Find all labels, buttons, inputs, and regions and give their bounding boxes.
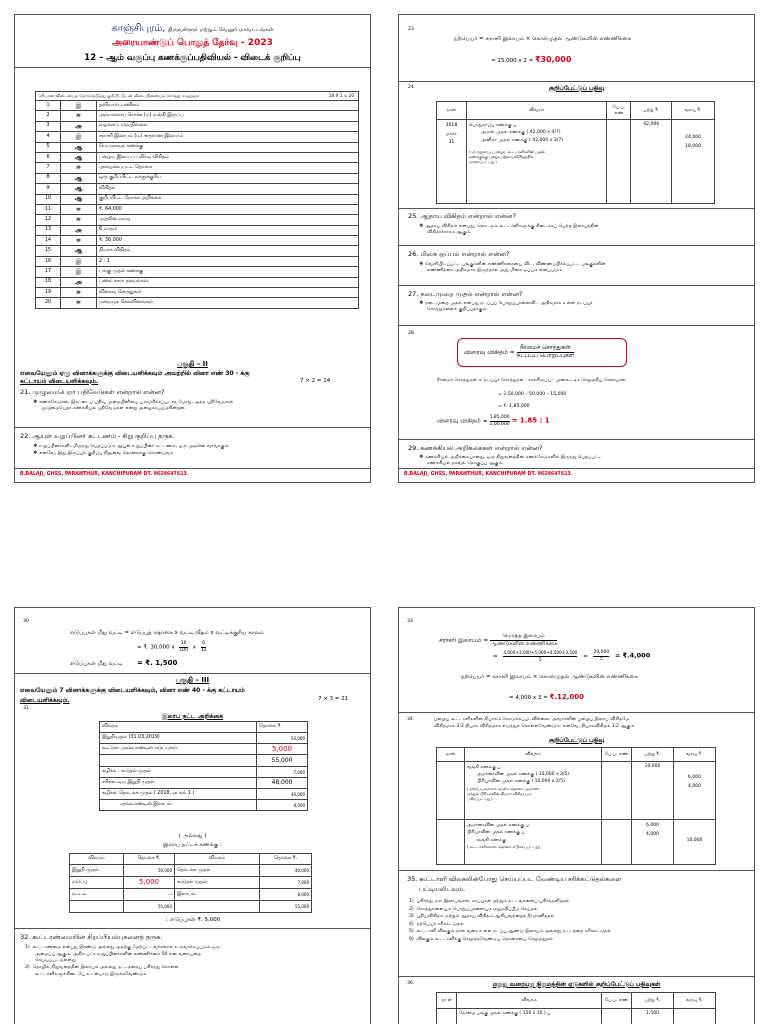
q28-formula: விரைவு விகிதம் = $\frac{\text{நீர்மைச் சொத்துகள்}}{\text{நடப்புப் பொறுப்புகள்}}$ — [464, 345, 574, 360]
q29-answer: ❖ கணக்கியல் அறிக்கையானது, ஒரு நிறுவனத்தின் கணக்கேடுகளில் இருந்து பெறப்பட்ட கணக்கியல் தகவல் தொகுப்பு ஆகும். — [419, 454, 602, 466]
q30-result: = ₹. 1,500 — [137, 659, 178, 667]
answer-row: 5 ஆ பெயரளவுக் கணக்கு — [36, 142, 359, 152]
q28-result: விரைவு விகிதம் = $\frac{1,85,000}{1,00,000}$ = 1.85 : 1 — [437, 415, 550, 427]
answer-row: 9 ஆ விகிதம் — [36, 184, 359, 194]
answer-key-page-1 — [14, 14, 371, 483]
q34-journal-table: நாள் விவரம் பே.ப. எண் பற்று ₹. வரவு ₹. வங்கி கணக்கு ப அமர்னாவின் முதல் கணக்கு ( 10,000 x 3/5) பிரியாவின் முதல் கணக்கு ( 10,000 x 2/5) ( நற்பெயருக்காக பெற்ற தொகை அமர்னா மற்றும் பிரியாவின் தியாக விகிதப்படி பகிரப்பட்டது ) 10,000 6,000 4,000 அமர்னாவின் முதல் கணக்கு ப பிரியாவின் முதல் கணக்கு ப வங்கி கணக்கு ( கூட்டாளிகளால் தொகை எடுக்கப்பட்டது) 6,000 4,000 10,000 — [436, 747, 716, 865]
table-row: எடுப்பு 5,000 கூடுதல் முதல் 7,000 — [70, 877, 312, 889]
q33-goodwill-formula: நற்பெயர் = சராசரி இலாபம் × கொள்முதல் ஆண்டுகளின் எண்ணிக்கை — [461, 674, 639, 680]
part2-title: பகுதி – II — [177, 360, 208, 368]
answer-row: 14 ஈ ₹. 30,000 — [36, 236, 359, 246]
answer-key-page-3: 30 எடுப்புகள் மீது வட்டி = எடுப்புத் தொகை x வட்டி வீதம் x வட்டிக்குரிய காலம் = ₹. 30,000 x $\frac{10}{100}$ x $\frac{6}{12}$ எடுப்புகள் மீது வட்டி = ₹. 1,500 பகுதி – III எவையேனும் 7 வினாக்களுக்கு விடையளிக்கவும், வினா எண் 40 - க்கு கட்டாயம் விடையளிக்கவும். 7 × 3 = 21 31. இலாப நட்ட அறிக்கை விவரம் தொகை ₹. இறுதிமுதல் (31.03.2019) 50,000 கூட்டுக: அவ்வாண்டின் எடுப்புகள் 5,000 55,000 கழிக்க : கூடுதல் முதல் 7,000 சரிக்கட்டிய இறுதி முதல் 48,000 கழிக்க: தொடக்க முதல் ( 2018, ஏப்ரல் 1 ) 40,000 அவ்வாண்டின் இலாபம் 8,000 ( அல்லது ) இலாப நட்டக் கணக்கு : விவரம் தொகை ₹. விவரம் தொகை ₹. இறுதி முதல் 50,000 தொடக்க முதல் 40,000 எடுப்பு 5,000 கூடுதல் முதல் 7,000 நட்டம் --- இலாபம் 8,000 55,000 55,000 ∴ எடுப்புகள் ₹. 5,000 32. கூட்டாண்மையின் சிறப்பியல்புகளைத் தருக. 1) கூட்டாண்மை என்பது இரண்டு அல்லது அதற்கு மேற்பட்டவர்களால் உருவாக்கப்படும் ஒரு அமைப்பு ஆகும். அதிக பட்ச உறுப்பினர்களின் எண்ணிக்கை 50 என வரையறை செய்யப்பட்டுள்ளது. 2) தொழில் நிறுவனத்தின் இலாபம் அல்லது நட்டத்தைப் பகிர்ந்து கொள்ள கூட்டாளிகளுக்கிடையே உடன்பாடு இருக்கவேண்டும். — [14, 607, 371, 1024]
answer-row: 6 ஆ பழைய இலாபப் பகிர்வு விகிதம் — [36, 152, 359, 162]
q26-answer: ❖ வெளியிடப்பட்ட பங்குகளின் எண்ணிக்கையை விட, விண்ணப்பிக்கப்பட்ட பங்குகளின் எண்ணிக்கை அதிகமாக இருந்தால் அது மிகை ஒப்பம் எனப்படும் — [419, 261, 606, 273]
part3-marks: 7 × 3 = 21 — [318, 696, 349, 702]
table-row: கூட்டுக: அவ்வாண்டின் எடுப்புகள் 5,000 — [100, 744, 308, 755]
subject-title: 12 – ஆம் வகுப்பு கணக்குப்பதிவியல் - விடைக் குறிப்பு — [84, 53, 301, 63]
q32-answer: 1) கூட்டாண்மை என்பது இரண்டு அல்லது அதற்கு மேற்பட்டவர்களால் உருவாக்கப்படும் ஒரு அமைப்பு ஆகும். அதிக பட்ச உறுப்பினர்களின் எண்ணிக்கை 50 என வரையறை செய்யப்பட்டுள்ளது. 2) தொழில் நிறுவனத்தின் இலாபம் அல்லது நட்டத்தைப் பகிர்ந்து கொள்ள கூட்டாளிகளுக்கிடையே உடன்பாடு இருக்கவேண்டும். — [25, 945, 221, 977]
list-item: 3) புதியவிகிதம் மற்றும் ஆதாய விகிதம் ஆகியவற்றைத் தீர்மானித்தல் — [409, 914, 555, 920]
q22-question: 22. ஆயுள் உறுப்பினர் கட்டணம் - சிறு குறிப்பு தருக. — [20, 432, 175, 440]
q33-calc: = $\frac{4,000+3,000+5,000+4,500+3,500}{5}$ = $\frac{20,000}{5}$ = ₹.4,000 — [493, 650, 651, 662]
q23-calc: = 15,000 x 2 = ₹30,000 — [491, 55, 572, 64]
or-label: ( அல்லது ) — [178, 833, 207, 839]
q29-question: 29. கணக்கியல் அறிக்கைகள் என்றால் என்ன? — [408, 444, 543, 452]
answer-row: 2 ஈ அந்நாளைய ரொக்க (ம) வங்கி இருப்பு — [36, 111, 359, 121]
q31-alt-title: இலாப நட்டக் கணக்கு : — [163, 842, 222, 848]
q30-formula: எடுப்புகள் மீது வட்டி = எடுப்புத் தொகை x வட்டி வீதம் x வட்டிக்குரிய காலம் — [70, 630, 264, 636]
answer-row: 15 ஆ தியாக விகிதம் — [36, 246, 359, 256]
q33-goodwill-calc: = 4,000 x 3 = ₹.12,000 — [509, 693, 585, 701]
answer-key-page-2: 23. நற்பெயர் = சராசரி இலாபம் × கொள்முதல் ஆண்டுகளின் எண்ணிக்கை = 15,000 x 2 = ₹30,000 24. குறிப்பேட்டுப் பதிவு நாள் விவரம் பே.ப. எண் பற்று ₹. வரவு ₹. 2018 மார்ச் 31 பொதுகாப்பு கணக்கு ப அருள் முதல் கணக்கு ( 42,000 x 4/7) அனிதா முதல் கணக்கு ( 42,000 x 3/7) ( பொதுகாப்பு பழைய கூட்டாளிகளின் முதல் கணக்குக்கு பழைய இலாபவிகிதத்தில் மாற்றப்பட்டது ) 42,000 24,000 18,000 25. ஆதாய விகிதம் என்றால் என்ன? ❖ ஆதாய விகிதம் என்பது, தொடரும் கூட்டாளிகளுக்கு கிடைக்கப் பெற்ற இலாபத்தின் விகிதாச்சாரம் ஆகும். 26. மிகை ஒப்பம் என்றால் என்ன? ❖ வெளியிடப்பட்ட பங்குகளின் எண்ணிக்கையை விட, விண்ணப்பிக்கப்பட்ட பங்குகளின் எண்ணிக்கை அதிகமாக இருந்தால் அது மிகை ஒப்பம் எனப்படும் 27. நடைமுறை முதல் என்றால் என்ன? ❖ நடைமுறை முதல் என்பது நடப்புப் பொறுப்புகளைவிட அதிகமாக உள்ள நடப்புச் சொத்துகளைக் குறிப்பதாகும். 28. விரைவு விகிதம் = $\frac{\text{நீர்மைச் சொத்துகள்}}{\text{நடப்புப் பொறுப்புகள்}}$ நீர்மைச் சொத்துகள் = நடப்புச் சொத்துகள் - சரக்கிருப்பு - முன்கூட்டிச் செலுத்திய செலவுகள் = 2,50,000 – 50,000 – 15,000 = ₹. 1,85,000 விரைவு விகிதம் = $\frac{1,85,000}{1,00,000}$ = 1.85 : 1 29. கணக்கியல் அறிக்கைகள் என்றால் என்ன? ❖ கணக்கியல் அறிக்கையானது, ஒரு நிறுவனத்தின் கணக்கேடுகளில் இருந்து பெறப்பட்ட கணக்கியல் தகவல் தொகுப்பு ஆகும். B.BALAJI, GHSS, PARANTHUR, KANCHIPURAM DT. 9629647613 — [398, 14, 755, 483]
answer-row: 12 ஈ முதலின வரவு — [36, 215, 359, 225]
answer-row: 19 ஈ விரைவு சொத்துகள் — [36, 288, 359, 298]
profit-statement-table: விவரம் தொகை ₹. இறுதிமுதல் (31.03.2019) 50,000 கூட்டுக: அவ்வாண்டின் எடுப்புகள் 5,000 55,000 கழிக்க : கூடுதல் முதல் 7,000 சரிக்கட்டிய இறுதி முதல் 48,000 கழிக்க: தொடக்க முதல் ( 2018, ஏப்ரல் 1 ) 40,000 அவ்வாண்டின் இலாபம் 8,000 — [99, 721, 308, 811]
answer-row: 8 ஆ ஒரு குறிப்பிட்ட நாளுக்குரிய — [36, 173, 359, 183]
answer-row: 4 இ சராசரி இலாபம் (ம) சாதாரண இலாபம் — [36, 132, 359, 142]
part2-marks: 7 × 2 = 14 — [300, 378, 331, 384]
table-row: அவ்வாண்டின் இலாபம் 8,000 — [100, 800, 308, 811]
q31-title: இலாப நட்ட அறிக்கை — [161, 713, 224, 720]
q32-question: 32. கூட்டாண்மையின் சிறப்பியல்புகளைத் தருக. — [20, 933, 163, 941]
table-row: இறுதிமுதல் (31.03.2019) 50,000 — [100, 733, 308, 744]
q35-question: 35. கூட்டாளி விலகலின்போது செய்யப்பட வேண்டிய சரிக்கட்டுதல்களை பட்டியலிடவும். — [407, 875, 622, 894]
exam-title: அரையாண்டுப் பொதுத் தேர்வு - 2023 — [112, 38, 273, 48]
list-item: 1) பகிர்ந்து தரா இலாபங்கள், காப்புகள் மற்றும் நட்டங்களைப் பகிர்ந்தளித்தல் — [409, 899, 570, 904]
q34-text: பழைய கூட்டாளிகளின் தியாகம் கொடுக்கப்படவில்லை. அவர்களின் பழைய இலாப விகிதமே விகிதமாக 3:2 தியாக விகிதமாக எடுத்துக் கொள்ளவேண்டும். எனவே, தியாகவிகிதம் 3:2 ஆகும். — [434, 717, 636, 729]
answer-row: 18 அ பணம் சாரா தகவல்கள் — [36, 277, 359, 287]
answer-row: 16 இ 2 : 1 — [36, 256, 359, 266]
district-header: காஞ்சிபுரம், திருவள்ளூர் மற்றும் வேலூர் மாவட்டங்கள் — [111, 23, 274, 34]
footer: B.BALAJI, GHSS, PARANTHUR, KANCHIPURAM DT. 9629647613 — [20, 472, 187, 477]
part3-instructions: எவையேனும் 7 வினாக்களுக்கு விடையளிக்கவும், வினா எண் 40 - க்கு கட்டாயம் விடையளிக்கவும். — [20, 687, 245, 704]
q21-answer: ❖ கணக்கேடுகள், இரட்டைப் பதிவு முறையினியை பராமரிக்கப்படாத போது, அந்த பதிவேடுகள் முழுமைபெறா கணக்கியல் பதிவேடுகள் என்று அழைக்கப்படுகின்றன. — [33, 399, 233, 411]
q30-calc: = ₹. 30,000 x $\frac{10}{100}$ x $\frac{6}{12}$ — [137, 641, 207, 653]
table-row: நட்டம் --- இலாபம் 8,000 — [70, 889, 312, 901]
table-row: 55,000 55,000 — [70, 901, 312, 913]
list-item: 5) கூட்டாளி விலகும் நாள் வரை உள்ள நடப்பு ஆண்டு இலாபம் அல்லது நட்டத்தை சரிக்கட்டுதல் — [409, 929, 612, 935]
q21-question: 21. முழுமைபெறா பதிவேடுகள் என்றால் என்ன? — [20, 388, 165, 396]
q36-journal-table: நா ள் விவரம் பே.ப. எண் பற்று ₹. வரவு ₹. நேர்மை பங்கு முதல் கணக்கு ( 150 x 10 ) ப 1,500 — [436, 992, 716, 1024]
mcq-answer-table: சரியான விடையைத் தேர்ந்தெடுத்து குறியீட்டுடன் விடையினையும் சேர்த்து எழுதுதல் 20 X 1 = 20 1 இ தனியாள் வணிகம் 2 ஈ அந்நாளைய ரொக்க (ம) வங்கி இருப்பு 3 அ வழங்கப்படுவதில்லை 4 இ சராசரி இலாபம் (ம) சாதாரண இலாபம் 5 ஆ பெயரளவுக் கணக்கு 6 ஆ பழைய இலாபப் பகிர்வு விகிதம் 7 ஈ அழைக்கப்பட்ட தொகை 8 ஆ ஒரு குறிப்பிட்ட நாளுக்குரிய 9 ஆ விகிதம் 10 ஆ குறிப்பிட்ட நோக்க அறிக்கை 11 ஈ ₹. 64,000 12 ஈ முதலின வரவு 13 அ 6 மாதம் 14 ஈ ₹. 30,000 15 ஆ தியாக விகிதம் 16 இ 2 : 1 17 இ பங்கு முதல் கணக்கு 18 அ பணம் சாரா தகவல்கள் 19 ஈ விரைவு சொத்துகள் 20 ஈ மறைமுக செலவினங்கள் — [35, 91, 359, 309]
q36-title: மறுது வரையறு நிறுமத்தின் ஏடுகளில் குறிப்பேட்டுப் பதிவுகள் — [492, 981, 661, 988]
q35-answer-list — [409, 898, 611, 943]
list-item: 4) நற்பெயர் சரிக்கட்டுதல் — [409, 921, 464, 927]
q24-title: குறிப்பேட்டுப் பதிவு — [548, 85, 605, 92]
q31-note: ∴ எடுப்புகள் ₹. 5,000 — [164, 917, 221, 923]
answer-row: 20 ஈ மறைமுக செலவினங்கள் — [36, 298, 359, 308]
answer-row: 10 ஆ குறிப்பிட்ட நோக்க அறிக்கை — [36, 194, 359, 204]
answer-row: 1 இ தனியாள் வணிகம் — [36, 101, 359, 111]
table-row: 55,000 — [100, 755, 308, 767]
table-row: இறுதி முதல் 50,000 தொடக்க முதல் 40,000 — [70, 865, 312, 877]
q33-formula: சராசரி இலாபம் = $\frac{\text{மொத்த இலாபம்}}{\text{ஆண்டுகளின் எண்ணிக்கை}}$ — [439, 633, 558, 647]
table-row: சரிக்கட்டிய இறுதி முதல் 48,000 — [100, 778, 308, 789]
q27-answer: ❖ நடைமுறை முதல் என்பது நடப்புப் பொறுப்புகளைவிட அதிகமாக உள்ள நடப்புச் சொத்துகளைக் குறிப்பதாகும். — [419, 300, 593, 312]
q22-answer: ❖ உறுப்பினர்களிடமிருந்து பெறப்படும் ஆயுள் உறுப்பினர் கட்டணம், ஒரு முதலின வரவாகும். ❖ எனவே, இது இருப்புக் குறிப்பு நிலுவை தொகைக்கு கொண்டுவர. — [33, 443, 230, 456]
q25-answer: ❖ ஆதாய விகிதம் என்பது, தொடரும் கூட்டாளிகளுக்கு கிடைக்கப் பெற்ற இலாபத்தின் விகிதாச்சாரம் ஆகும். — [419, 223, 598, 235]
answer-row: 17 இ பங்கு முதல் கணக்கு — [36, 267, 359, 277]
table-row: கழிக்க: தொடக்க முதல் ( 2018, ஏப்ரல் 1 ) 40,000 — [100, 789, 308, 800]
part2-instructions: எவையேனும் ஏழு வினாக்களுக்கு விடையளிக்கவும் அவற்றில் வினா எண் 30 - க்கு கட்டாயம் விடையளிக்கவும். — [20, 370, 250, 385]
q24-journal-table: நாள் விவரம் பே.ப. எண் பற்று ₹. வரவு ₹. 2018 மார்ச் 31 பொதுகாப்பு கணக்கு ப அருள் முதல் கணக்கு ( 42,000 x 4/7) அனிதா முதல் கணக்கு ( 42,000 x 3/7) ( பொதுகாப்பு பழைய கூட்டாளிகளின் முதல் கணக்குக்கு பழைய இலாபவிகிதத்தில் மாற்றப்பட்டது ) 42,000 24,000 18,000 — [436, 101, 715, 204]
footer: B.BALAJI, GHSS, PARANTHUR, KANCHIPURAM DT. 9629647613 — [404, 472, 571, 477]
profit-account-table: விவரம் தொகை ₹. விவரம் தொகை ₹. இறுதி முதல் 50,000 தொடக்க முதல் 40,000 எடுப்பு 5,000 கூடுதல் முதல் 7,000 நட்டம் --- இலாபம் 8,000 55,000 55,000 — [69, 853, 312, 913]
answer-row: 13 அ 6 மாதம் — [36, 225, 359, 235]
list-item: 2) சொத்துகளையும் பொறுப்புகளையும் மறுமதிப்பீடு செய்தல் — [409, 906, 538, 912]
q26-question: 26. மிகை ஒப்பம் என்றால் என்ன? — [408, 250, 510, 258]
answer-row: 11 ஈ ₹. 64,000 — [36, 204, 359, 214]
table-row: கழிக்க : கூடுதல் முதல் 7,000 — [100, 767, 308, 778]
list-item: 6) விலகும் கூட்டாளிக்கு செலுத்தவேண்டிய தொகையை செலுத்துதல் — [409, 936, 553, 942]
part3-title: பகுதி – III — [175, 676, 210, 684]
q25-question: 25. ஆதாய விகிதம் என்றால் என்ன? — [408, 212, 516, 220]
q23-formula: நற்பெயர் = சராசரி இலாபம் × கொள்முதல் ஆண்டுகளின் எண்ணிக்கை — [454, 36, 632, 42]
q34-title: குறிப்பேட்டுப் பதிவு — [548, 737, 605, 744]
answer-row: 7 ஈ அழைக்கப்பட்ட தொகை — [36, 163, 359, 173]
answer-key-page-4: 33. சராசரி இலாபம் = $\frac{\text{மொத்த இலாபம்}}{\text{ஆண்டுகளின் எண்ணிக்கை}}$ = $\frac{4,000+3,000+5,000+4,500+3,500}{5}$ = $\frac{20,000}{5}$ = ₹.4,000 நற்பெயர் = சராசரி இலாபம் × கொள்முதல் ஆண்டுகளின் எண்ணிக்கை = 4,000 x 3 = ₹.12,000 34. பழைய கூட்டாளிகளின் தியாகம் கொடுக்கப்படவில்லை. அவர்களின் பழைய இலாப விகிதமே விகிதமாக 3:2 தியாக விகிதமாக எடுத்துக் கொள்ளவேண்டும். எனவே, தியாகவிகிதம் 3:2 ஆகும். குறிப்பேட்டுப் பதிவு நாள் விவரம் பே.ப. எண் பற்று ₹. வரவு ₹. வங்கி கணக்கு ப அமர்னாவின் முதல் கணக்கு ( 10,000 x 3/5) பிரியாவின் முதல் கணக்கு ( 10,000 x 2/5) ( நற்பெயருக்காக பெற்ற தொகை அமர்னா மற்றும் பிரியாவின் தியாக விகிதப்படி பகிரப்பட்டது ) 10,000 6,000 4,000 அமர்னாவின் முதல் கணக்கு ப பிரியாவின் முதல் கணக்கு ப வங்கி கணக்கு ( கூட்டாளிகளால் தொகை எடுக்கப்பட்டது) 6,000 4,000 10,000 35. கூட்டாளி விலகலின்போது செய்யப்பட வேண்டிய சரிக்கட்டுதல்களை பட்டியலிடவும். 1) பகிர்ந்து தரா இலாபங்கள், காப்புகள் மற்றும் நட்டங்களைப் பகிர்ந்தளித்தல் 2) சொத்துகளையும் பொறுப்புகளையும் மறுமதிப்பீடு செய்தல் 3) புதியவிகிதம் மற்றும் ஆதாய விகிதம் ஆகியவற்றைத் தீர்மானித்தல் 4) நற்பெயர் சரிக்கட்டுதல் 5) கூட்டாளி விலகும் நாள் வரை உள்ள நடப்பு ஆண்டு இலாபம் அல்லது நட்டத்தை சரிக்கட்டுதல் 6) விலகும் கூட்டாளிக்கு செலுத்தவேண்டிய தொகையை செலுத்துதல் 36. மறுது வரையறு நிறுமத்தின் ஏடுகளில் குறிப்பேட்டுப் பதிவுகள் நா ள் விவரம் பே.ப. எண் பற்று ₹. வரவு ₹. நேர்மை பங்கு முதல் கணக்கு ( 150 x 10 ) ப 1,500 — [398, 607, 755, 1024]
answer-row: 3 அ வழங்கப்படுவதில்லை — [36, 121, 359, 131]
q27-question: 27. நடைமுறை முதல் என்றால் என்ன? — [408, 290, 523, 298]
